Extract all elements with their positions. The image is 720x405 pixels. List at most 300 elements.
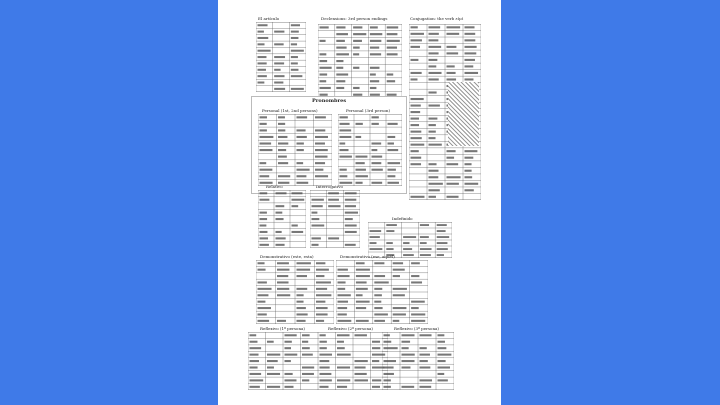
- cell-glyphs: [387, 53, 398, 55]
- cell-glyphs: [393, 275, 400, 277]
- cell-glyphs: [267, 354, 280, 356]
- cell-glyphs: [447, 72, 456, 74]
- cell-glyphs: [402, 386, 415, 388]
- demonstrative-2-title: Demonstrativo (ese, aquél): [340, 254, 395, 259]
- personal-3-title: Personal (3rd person): [346, 108, 391, 113]
- cell-glyphs: [277, 262, 289, 264]
- cell-glyphs: [372, 142, 382, 144]
- cell-glyphs: [403, 254, 414, 256]
- cell-glyphs: [297, 320, 306, 322]
- cell-glyphs: [297, 149, 304, 151]
- cell-glyphs: [320, 386, 329, 388]
- cell-glyphs: [320, 341, 327, 343]
- cell-glyphs: [356, 175, 368, 177]
- personal-1-table: [258, 114, 332, 186]
- cell-glyphs: [267, 373, 280, 375]
- cell-glyphs: [429, 91, 437, 93]
- pronouns-title: Pronombres: [312, 98, 347, 104]
- cell-glyphs: [278, 116, 285, 118]
- cell-glyphs: [285, 334, 297, 336]
- cell-glyphs: [320, 40, 326, 42]
- document-page: [218, 0, 501, 405]
- reflexive-2-table: [318, 332, 388, 390]
- cell-glyphs: [438, 334, 445, 336]
- cell-glyphs: [320, 73, 328, 75]
- cell-glyphs: [336, 87, 344, 89]
- cell-glyphs: [355, 366, 366, 368]
- cell-glyphs: [429, 46, 442, 48]
- cell-glyphs: [370, 53, 381, 55]
- cell-glyphs: [353, 40, 362, 42]
- cell-glyphs: [315, 142, 325, 144]
- cell-glyphs: [320, 26, 329, 28]
- cell-glyphs: [429, 105, 440, 107]
- demonstrative-1-title: Demonstrativo (este, esta): [260, 254, 314, 259]
- cell-glyphs: [316, 269, 329, 271]
- cell-glyphs: [384, 386, 391, 388]
- cell-glyphs: [320, 347, 327, 349]
- cell-glyphs: [465, 72, 479, 74]
- cell-glyphs: [420, 366, 431, 368]
- cell-glyphs: [297, 162, 304, 164]
- cell-glyphs: [429, 65, 437, 67]
- cell-glyphs: [250, 354, 259, 356]
- cell-glyphs: [370, 40, 381, 42]
- cell-glyphs: [338, 307, 348, 309]
- cell-glyphs: [437, 224, 447, 226]
- cell-glyphs: [291, 24, 300, 26]
- cell-glyphs: [429, 170, 439, 172]
- cell-glyphs: [345, 231, 357, 233]
- cell-glyphs: [411, 39, 422, 41]
- cell-glyphs: [278, 162, 288, 164]
- cell-glyphs: [438, 366, 450, 368]
- cell-glyphs: [336, 40, 345, 42]
- interrogative-title: Interrogativo: [316, 184, 343, 189]
- cell-glyphs: [345, 192, 357, 194]
- cell-glyphs: [447, 163, 459, 165]
- cell-glyphs: [393, 320, 400, 322]
- cell-glyphs: [285, 360, 291, 362]
- cell-glyphs: [338, 301, 349, 303]
- cell-glyphs: [465, 59, 475, 61]
- shaded-block: [448, 82, 479, 146]
- cell-glyphs: [388, 162, 401, 164]
- cell-glyphs: [356, 169, 366, 171]
- cell-glyphs: [297, 136, 307, 138]
- cell-glyphs: [316, 262, 325, 264]
- cell-glyphs: [258, 82, 265, 84]
- cell-glyphs: [292, 224, 298, 226]
- cell-glyphs: [315, 149, 328, 151]
- cell-glyphs: [384, 379, 391, 381]
- cell-glyphs: [345, 205, 356, 207]
- cell-glyphs: [393, 269, 405, 271]
- cell-glyphs: [292, 231, 304, 233]
- cell-glyphs: [402, 347, 409, 349]
- cell-glyphs: [356, 156, 368, 158]
- cell-glyphs: [320, 379, 332, 381]
- cell-glyphs: [338, 320, 352, 322]
- cell-glyphs: [292, 199, 305, 201]
- cell-glyphs: [260, 142, 272, 144]
- reflexive-2-title: Reflexivo (2ª persona): [328, 326, 373, 331]
- cell-glyphs: [302, 366, 314, 368]
- cell-glyphs: [353, 53, 359, 55]
- verb-title: Conjugation: the verb εἰμί: [410, 16, 464, 21]
- cell-glyphs: [386, 248, 393, 250]
- cell-glyphs: [285, 354, 298, 356]
- cell-glyphs: [411, 320, 425, 322]
- cell-glyphs: [336, 67, 343, 69]
- cell-glyphs: [336, 53, 349, 55]
- cell-glyphs: [276, 237, 286, 239]
- cell-glyphs: [258, 301, 266, 303]
- cell-glyphs: [340, 175, 348, 177]
- cell-glyphs: [337, 334, 350, 336]
- cell-glyphs: [411, 275, 419, 277]
- cell-glyphs: [411, 307, 419, 309]
- cell-glyphs: [277, 275, 288, 277]
- cell-glyphs: [291, 56, 298, 58]
- cell-glyphs: [356, 136, 362, 138]
- cell-glyphs: [260, 199, 270, 201]
- cell-glyphs: [429, 52, 439, 54]
- cell-glyphs: [258, 24, 268, 26]
- cell-glyphs: [345, 244, 356, 246]
- cell-glyphs: [297, 288, 308, 290]
- cell-glyphs: [447, 196, 459, 198]
- cell-glyphs: [420, 224, 429, 226]
- cell-glyphs: [297, 269, 311, 271]
- cell-glyphs: [403, 236, 416, 238]
- cell-glyphs: [388, 182, 399, 184]
- right-background-bar: [501, 0, 720, 405]
- cell-glyphs: [291, 43, 297, 45]
- cell-glyphs: [297, 275, 307, 277]
- cell-glyphs: [374, 301, 381, 303]
- relative-table: [258, 190, 306, 248]
- cell-glyphs: [250, 334, 257, 336]
- cell-glyphs: [447, 65, 455, 67]
- cell-glyphs: [285, 373, 293, 375]
- cell-glyphs: [278, 129, 285, 131]
- cell-glyphs: [302, 334, 310, 336]
- cell-glyphs: [336, 26, 345, 28]
- cell-glyphs: [277, 294, 290, 296]
- demonstrative-1-table: [256, 260, 334, 324]
- cell-glyphs: [384, 360, 397, 362]
- cell-glyphs: [315, 162, 325, 164]
- cell-glyphs: [411, 163, 422, 165]
- cell-glyphs: [370, 87, 377, 89]
- cell-glyphs: [250, 341, 258, 343]
- cell-glyphs: [429, 124, 436, 126]
- cell-glyphs: [316, 307, 328, 309]
- cell-glyphs: [388, 142, 394, 144]
- cell-glyphs: [316, 301, 325, 303]
- cell-glyphs: [387, 47, 397, 49]
- cell-glyphs: [302, 347, 310, 349]
- cell-glyphs: [258, 307, 271, 309]
- cell-glyphs: [274, 75, 284, 77]
- cell-glyphs: [411, 281, 422, 283]
- cell-glyphs: [384, 341, 392, 343]
- cell-glyphs: [420, 386, 432, 388]
- cell-glyphs: [411, 118, 420, 120]
- cell-glyphs: [438, 341, 445, 343]
- cell-glyphs: [260, 244, 269, 246]
- cell-glyphs: [393, 262, 403, 264]
- reflexive-1-title: Reflexivo (1ª persona): [260, 326, 305, 331]
- cell-glyphs: [356, 294, 363, 296]
- cell-glyphs: [250, 379, 264, 381]
- cell-glyphs: [274, 31, 284, 33]
- personal-1-title: Personal (1st, 2nd persons): [262, 108, 318, 113]
- cell-glyphs: [312, 218, 320, 220]
- cell-glyphs: [297, 307, 306, 309]
- cell-glyphs: [315, 156, 328, 158]
- cell-glyphs: [429, 26, 441, 28]
- cell-glyphs: [278, 136, 287, 138]
- cell-glyphs: [337, 379, 350, 381]
- cell-glyphs: [277, 281, 289, 283]
- cell-glyphs: [285, 379, 297, 381]
- cell-glyphs: [429, 118, 438, 120]
- cell-glyphs: [340, 116, 348, 118]
- cell-glyphs: [267, 386, 280, 388]
- cell-glyphs: [291, 88, 304, 90]
- cell-glyphs: [258, 37, 269, 39]
- cell-glyphs: [285, 341, 292, 343]
- cell-glyphs: [372, 169, 383, 171]
- cell-glyphs: [258, 69, 266, 71]
- cell-glyphs: [374, 262, 384, 264]
- cell-glyphs: [411, 196, 425, 198]
- cell-glyphs: [315, 169, 323, 171]
- cell-glyphs: [402, 354, 415, 356]
- cell-glyphs: [465, 46, 477, 48]
- cell-glyphs: [312, 205, 323, 207]
- cell-glyphs: [345, 199, 356, 201]
- cell-glyphs: [420, 236, 429, 238]
- cell-glyphs: [420, 354, 430, 356]
- cell-glyphs: [429, 33, 439, 35]
- cell-glyphs: [370, 230, 382, 232]
- cell-glyphs: [465, 150, 478, 152]
- cell-glyphs: [316, 275, 324, 277]
- cell-glyphs: [258, 320, 270, 322]
- cell-glyphs: [429, 72, 442, 74]
- cell-glyphs: [250, 373, 262, 375]
- cell-glyphs: [340, 169, 347, 171]
- cell-glyphs: [260, 116, 267, 118]
- cell-glyphs: [328, 199, 339, 201]
- cell-glyphs: [465, 176, 473, 178]
- cell-glyphs: [374, 320, 385, 322]
- cell-glyphs: [438, 347, 447, 349]
- cell-glyphs: [374, 281, 388, 283]
- cell-glyphs: [302, 341, 308, 343]
- cell-glyphs: [336, 80, 345, 82]
- cell-glyphs: [384, 366, 394, 368]
- cell-glyphs: [258, 288, 272, 290]
- cell-glyphs: [297, 142, 304, 144]
- cell-glyphs: [316, 288, 327, 290]
- cell-glyphs: [356, 288, 368, 290]
- cell-glyphs: [312, 199, 324, 201]
- cell-glyphs: [356, 281, 367, 283]
- cell-glyphs: [465, 33, 476, 35]
- cell-glyphs: [278, 175, 290, 177]
- cell-glyphs: [291, 50, 304, 52]
- cell-glyphs: [388, 136, 396, 138]
- cell-glyphs: [312, 244, 319, 246]
- cell-glyphs: [320, 354, 333, 356]
- cell-glyphs: [374, 307, 382, 309]
- cell-glyphs: [447, 52, 459, 54]
- cell-glyphs: [384, 347, 398, 349]
- cell-glyphs: [411, 98, 424, 100]
- cell-glyphs: [411, 301, 425, 303]
- cell-glyphs: [258, 56, 267, 58]
- cell-glyphs: [274, 82, 283, 84]
- cell-glyphs: [260, 136, 274, 138]
- cell-glyphs: [250, 366, 258, 368]
- cell-glyphs: [411, 157, 422, 159]
- cell-glyphs: [465, 183, 479, 185]
- cell-glyphs: [372, 149, 378, 151]
- cell-glyphs: [340, 123, 350, 125]
- cell-glyphs: [302, 373, 314, 375]
- cell-glyphs: [356, 301, 370, 303]
- cell-glyphs: [278, 123, 285, 125]
- cell-glyphs: [411, 137, 422, 139]
- cell-glyphs: [258, 281, 267, 283]
- cell-glyphs: [278, 142, 288, 144]
- cell-glyphs: [277, 320, 286, 322]
- cell-glyphs: [370, 80, 379, 82]
- cell-glyphs: [276, 231, 282, 233]
- cell-glyphs: [274, 43, 283, 45]
- cell-glyphs: [297, 313, 308, 315]
- cell-glyphs: [393, 307, 407, 309]
- cell-glyphs: [388, 123, 398, 125]
- cell-glyphs: [437, 236, 449, 238]
- cell-glyphs: [276, 218, 284, 220]
- indefinite-table: [368, 222, 452, 258]
- cell-glyphs: [276, 205, 285, 207]
- cell-glyphs: [411, 111, 421, 113]
- cell-glyphs: [370, 248, 383, 250]
- cell-glyphs: [297, 262, 311, 264]
- cell-glyphs: [316, 294, 331, 296]
- cell-glyphs: [420, 360, 428, 362]
- cell-glyphs: [356, 307, 366, 309]
- cell-glyphs: [320, 87, 331, 89]
- cell-glyphs: [260, 237, 269, 239]
- cell-glyphs: [337, 366, 350, 368]
- cell-glyphs: [353, 33, 366, 35]
- cell-glyphs: [274, 69, 280, 71]
- cell-glyphs: [372, 341, 380, 343]
- cell-glyphs: [429, 59, 438, 61]
- cell-glyphs: [387, 26, 398, 28]
- cell-glyphs: [340, 136, 352, 138]
- cell-glyphs: [345, 212, 358, 214]
- cell-glyphs: [320, 334, 326, 336]
- cell-glyphs: [356, 262, 365, 264]
- cell-glyphs: [277, 288, 289, 290]
- cell-glyphs: [320, 53, 327, 55]
- cell-glyphs: [447, 26, 461, 28]
- cell-glyphs: [411, 78, 418, 80]
- cell-glyphs: [411, 131, 422, 133]
- cell-glyphs: [447, 150, 456, 152]
- cell-glyphs: [260, 212, 267, 214]
- cell-glyphs: [340, 142, 346, 144]
- cell-glyphs: [411, 313, 425, 315]
- cell-glyphs: [291, 62, 298, 64]
- cell-glyphs: [370, 26, 378, 28]
- cell-glyphs: [429, 196, 436, 198]
- cell-glyphs: [447, 78, 457, 80]
- reflexive-3-title: Reflexivo (3ª persona): [394, 326, 439, 331]
- cell-glyphs: [402, 366, 411, 368]
- cell-glyphs: [429, 78, 439, 80]
- cell-glyphs: [267, 341, 274, 343]
- cell-glyphs: [420, 334, 432, 336]
- cell-glyphs: [274, 62, 284, 64]
- cell-glyphs: [291, 31, 299, 33]
- cell-glyphs: [465, 157, 474, 159]
- cell-glyphs: [429, 183, 443, 185]
- cell-glyphs: [420, 242, 427, 244]
- cell-glyphs: [260, 162, 267, 164]
- cell-glyphs: [437, 248, 448, 250]
- cell-glyphs: [258, 294, 269, 296]
- cell-glyphs: [340, 129, 352, 131]
- cell-glyphs: [356, 182, 363, 184]
- cell-glyphs: [302, 354, 313, 356]
- personal-3-table: [338, 114, 402, 186]
- cell-glyphs: [411, 33, 424, 35]
- cell-glyphs: [336, 60, 343, 62]
- cell-glyphs: [438, 354, 452, 356]
- cell-glyphs: [447, 33, 460, 35]
- cell-glyphs: [316, 320, 324, 322]
- cell-glyphs: [250, 347, 262, 349]
- cell-glyphs: [320, 373, 332, 375]
- cell-glyphs: [372, 116, 379, 118]
- cell-glyphs: [340, 156, 352, 158]
- cell-glyphs: [420, 248, 432, 250]
- cell-glyphs: [355, 360, 368, 362]
- cell-glyphs: [447, 46, 457, 48]
- cell-glyphs: [250, 360, 259, 362]
- cell-glyphs: [411, 46, 420, 48]
- cell-glyphs: [388, 169, 396, 171]
- cell-glyphs: [465, 52, 477, 54]
- cell-glyphs: [384, 334, 390, 336]
- cell-glyphs: [276, 192, 287, 194]
- cell-glyphs: [315, 136, 328, 138]
- cell-glyphs: [258, 43, 265, 45]
- cell-glyphs: [437, 230, 446, 232]
- cell-glyphs: [393, 294, 405, 296]
- cell-glyphs: [411, 26, 418, 28]
- cell-glyphs: [429, 163, 437, 165]
